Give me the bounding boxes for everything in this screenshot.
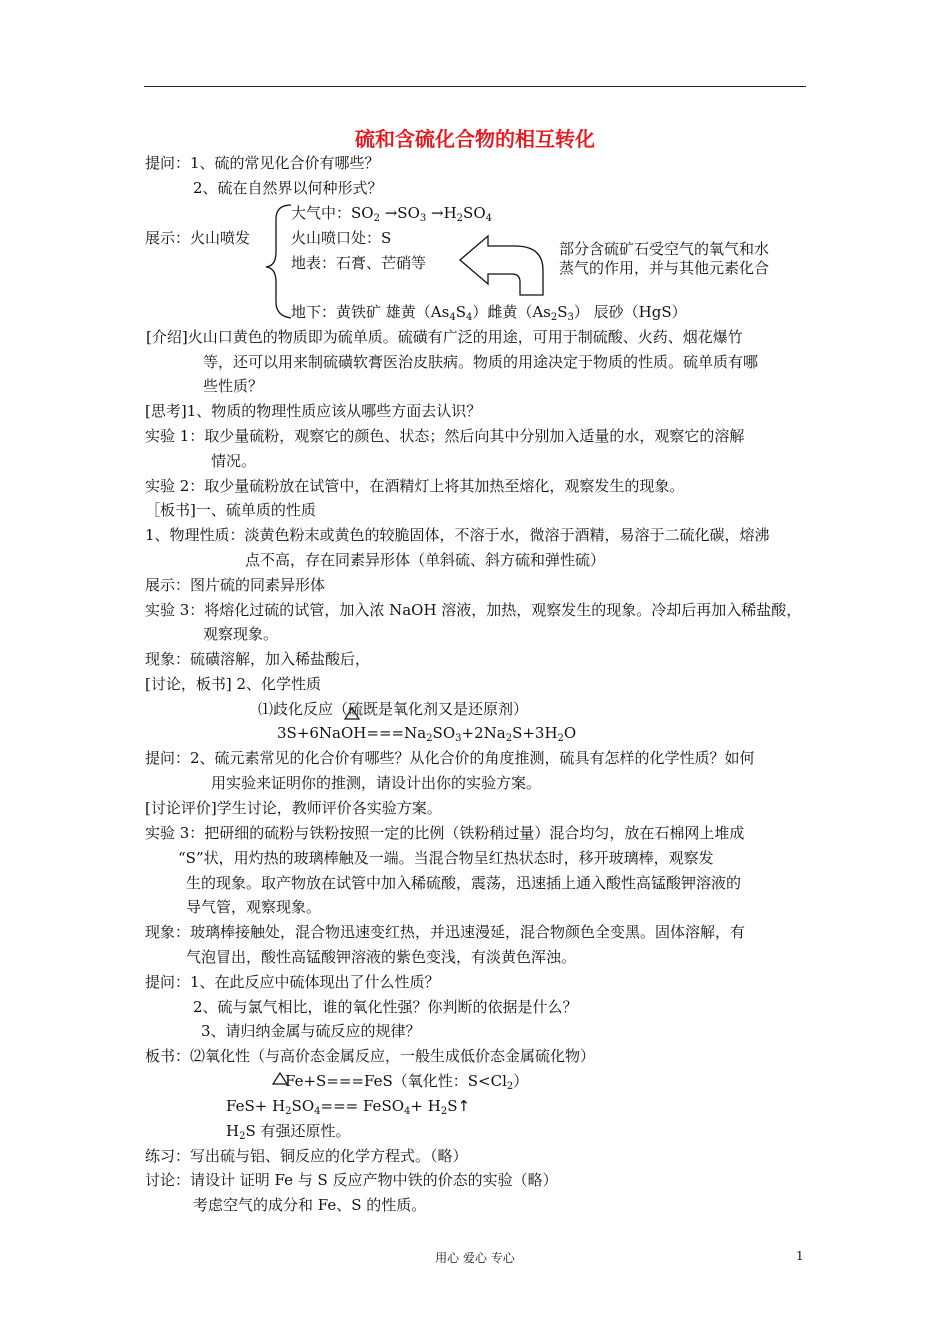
surface-line: 地表：石膏、芒硝等 [291,254,427,272]
question-4-line-1: 提问：1、在此反应中硫体现出了什么性质？ [145,973,440,991]
atmosphere-line: 大气中：$SO_2 \to SO_3 \to H_2SO_4$ [291,204,492,224]
equation-1: $3S+6NaOH===Na_2SO_3+2Na_2S+3H_2O$ [277,724,577,744]
question-4-line-3: 3、请归纳金属与硫反应的规律？ [201,1022,421,1040]
question-2: 2、硫在自然界以何种形式？ [193,179,383,197]
page-number: 1 [796,1249,804,1263]
phenomenon-2-line-2: 气泡冒出，酸性高锰酸钾溶液的紫色变浅，有淡黄色浑浊。 [186,948,577,966]
underground-line: 地下：黄铁矿 雄黄$(As_4S_4)$雌黄$(As_2S_3)$ 辰砂（HgS） [291,303,687,323]
show-volcano-label: 展示：火山喷发 [145,229,251,247]
question-3-line-1: 提问：2、硫元素常见的化合价有哪些？从化合价的角度推测，硫具有怎样的化学性质？如何 [145,749,755,767]
phenomenon-1-line: 现象：硫磺溶解，加入稀盐酸后， [145,650,371,668]
experiment-4-line-2: “S”状，用灼热的玻璃棒触及一端。当混合物呈红热状态时，移开玻璃棒，观察发 [178,849,714,867]
crater-line: 火山喷口处：S [291,229,392,247]
experiment-3-line-1: 实验 3：将熔化过硫的试管，加入浓 NaOH 溶液，加热，观察发生的现象。冷却后再加入稀盐酸， [145,601,802,619]
gas-arrow-icon: ↑ [457,1097,471,1115]
intro-line-2: 等，还可以用来制硫磺软膏医治皮肤病。物质的用途决定于物质的性质。硫单质有哪 [203,353,759,371]
discussion-board-line: [讨论，板书] 2、化学性质 [145,675,322,693]
discussion-2-line-1: 讨论：请设计 证明 Fe 与 S 反应产物中铁的价态的实验（略） [145,1171,558,1189]
experiment-2-line: 实验 2：取少量硫粉放在试管中，在酒精灯上将其加热至熔化，观察发生的现象。 [145,477,685,495]
question-1: 提问：1、硫的常见化合价有哪些？ [145,154,380,172]
physical-properties-line-2: 点不高，存在同素异形体（单斜硫、斜方硫和弹性硫） [245,551,606,569]
question-4-line-2: 2、硫与氯气相比，谁的氧化性强？你判断的依据是什么？ [193,998,578,1016]
equation-2: Fe+S===FeS（氧化性：$S<Cl_2$） [285,1072,529,1092]
curly-brace [266,205,291,318]
h2s-line: $H_2S$ 有强还原性。 [226,1122,351,1142]
document-title: 硫和含硫化合物的相互转化 [355,127,595,151]
disproportionation-line: ⑴歧化反应（硫既是氧化剂又是还原剂） [258,700,529,718]
physical-properties-line-1: 1、物理性质：淡黄色粉末或黄色的较脆固体，不溶于水，微溶于酒精，易溶于二硫化碳，熔沸 [145,526,770,544]
experiment-4-line-1: 实验 3：把研细的硫粉与铁粉按照一定的比例（铁粉稍过量）混合均匀，放在石棉网上堆成 [145,824,745,842]
experiment-4-line-4: 导气管，观察现象。 [186,898,322,916]
experiment-3-line-2: 观察现象。 [203,625,279,643]
board-2-line: 板书：⑵氧化性（与高价态金属反应，一般生成低价态金属硫化物） [145,1047,596,1065]
equation-3: $FeS+ H_2SO_4===$ FeSO$_4$+ $H_2S↑$ [226,1097,471,1117]
phenomenon-2-line-1: 现象：玻璃棒接触处，混合物迅速变红热，并迅速漫延，混合物颜色全变黑。固体溶解，有 [145,923,746,941]
think-line: [思考]1、物质的物理性质应该从哪些方面去认识？ [145,402,482,420]
evaluation-line: [讨论评价]学生讨论，教师评价各实验方案。 [145,799,442,817]
intro-line-3: 些性质？ [203,377,264,395]
experiment-1-line-2: 情况。 [211,452,257,470]
experiment-4-line-3: 生的现象。取产物放在试管中加入稀硫酸，震荡，迅速插上通入酸性高锰酸钾溶液的 [186,874,742,892]
show-allotropes-line: 展示：图片硫的同素异形体 [145,576,326,594]
practice-line: 练习：写出硫与铝、铜反应的化学方程式。（略） [145,1147,468,1165]
curved-arrow-icon [460,236,543,295]
intro-line-1: [介绍]火山口黄色的物质即为硫单质。硫磺有广泛的用途，可用于制硫酸、火药、烟花爆竹 [146,328,743,346]
board-1-line: ［板书]一、硫单质的性质 [145,501,316,519]
footer-text: 用心 爱心 专心 [435,1251,515,1265]
discussion-2-line-2: 考虑空气的成分和 Fe、S 的性质。 [193,1196,427,1214]
question-3-line-2: 用实验来证明你的推测，请设计出你的实验方案。 [211,774,542,792]
weathering-callout: 部分含硫矿石受空气的氧气和水 蒸气的作用，并与其他元素化合 [559,240,770,277]
experiment-1-line-1: 实验 1：取少量硫粉，观察它的颜色、状态；然后向其中分别加入适量的水，观察它的溶解 [145,427,745,445]
